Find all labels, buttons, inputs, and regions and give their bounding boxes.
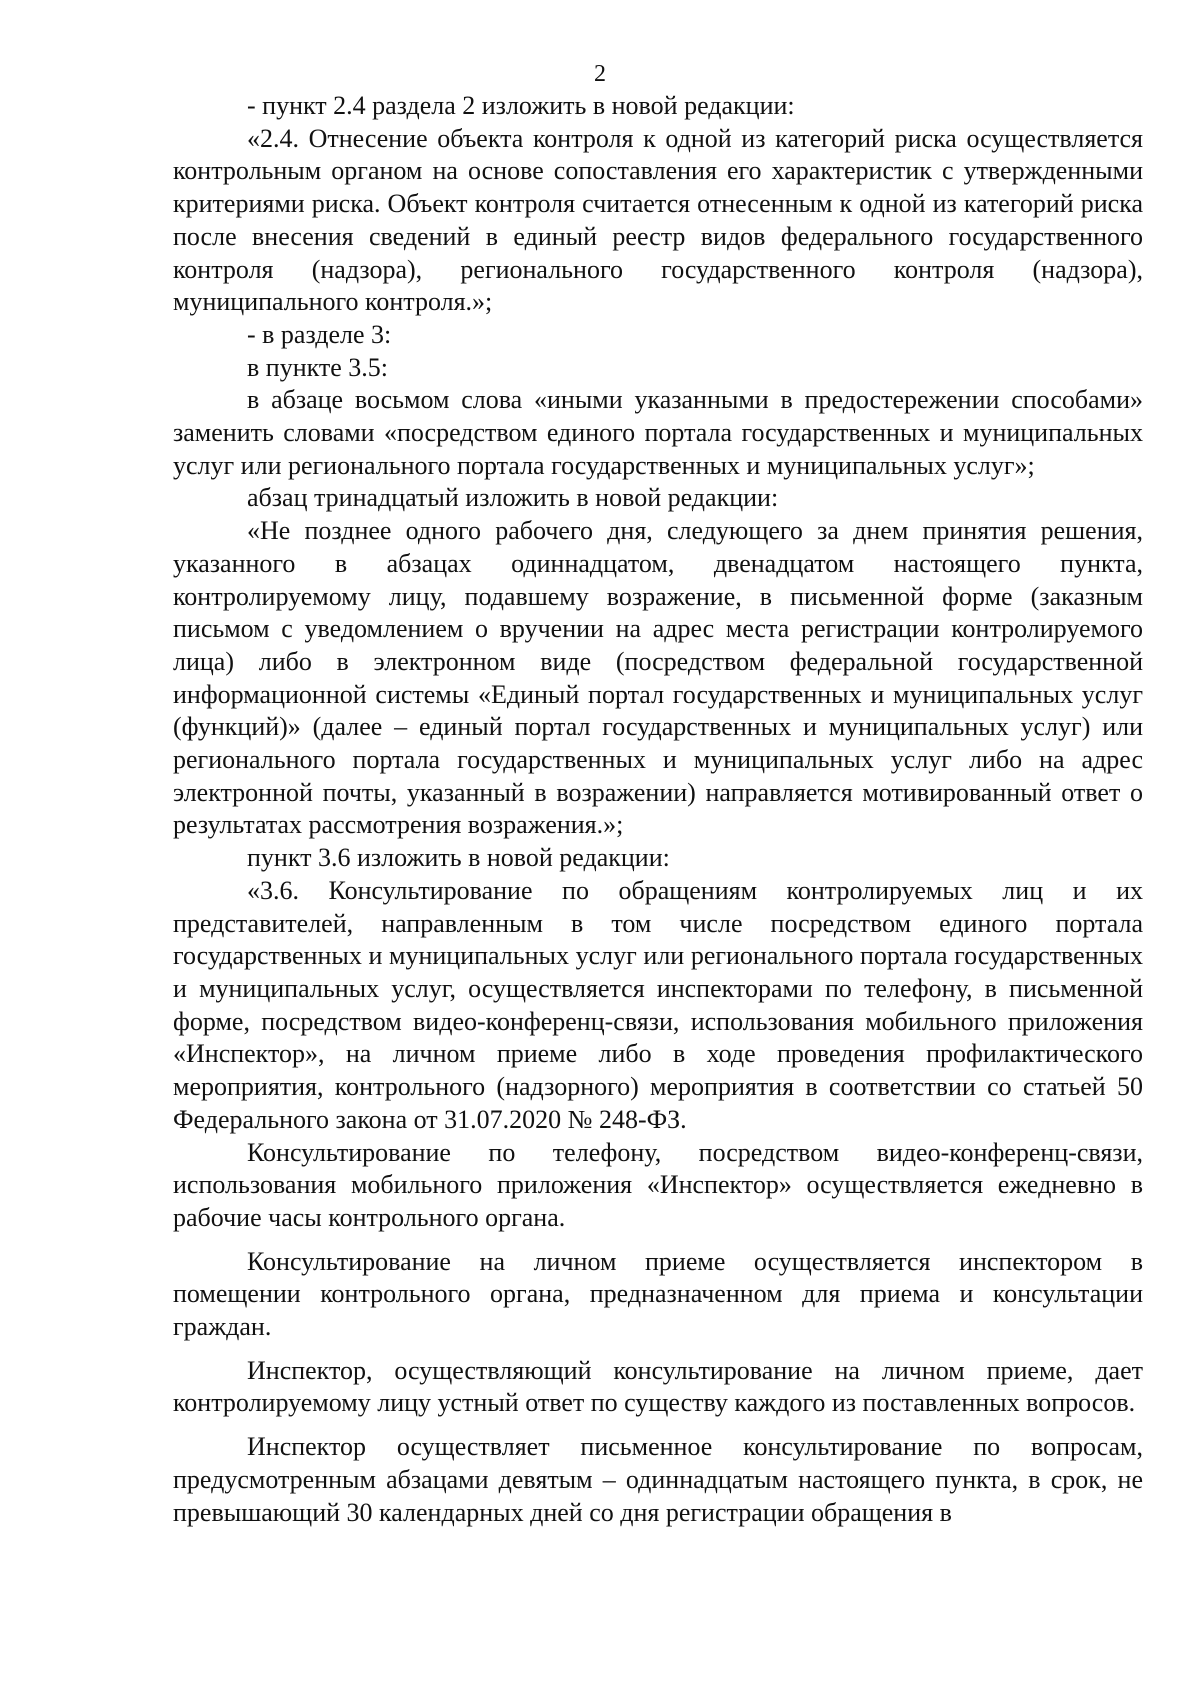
page-number: 2 [594, 61, 606, 87]
document-body [173, 90, 1143, 1529]
paragraph-oral-answer: Инспектор, осуществляющий консультирование на личном приеме, дает контролируемому лицу устный ответ по существу каждого из поставленных вопросов. [173, 1355, 1143, 1418]
paragraph-written-consulting: Инспектор осуществляет письменное консультирование по вопросам, предусмотренным абзацами девятым – одиннадцатым настоящего пункта, в срок, не превышающий 30 календарных дней со дня регистрации обращения в [173, 1432, 1143, 1527]
paragraph-phone-consulting: Консультирование по телефону, посредством видео-конференц-связи, использования мобильного приложения «Инспектор» осуществляется ежедневно в рабочие часы контрольного органа. [173, 1137, 1143, 1232]
paragraph-section-3: - в разделе 3: [247, 319, 392, 349]
paragraph-item-2-4-intro: - пункт 2.4 раздела 2 изложить в новой редакции: [247, 91, 795, 120]
paragraph-item-3-5: в пункте 3.5: [247, 352, 389, 382]
paragraph-item-3-5-thirteenth-intro: абзац тринадцатый изложить в новой редакции: [247, 483, 779, 513]
paragraph-item-2-4-text: «2.4. Отнесение объекта контроля к одной из категорий риска осуществляется контрольным органом на основе сопоставления его характеристик с утвержденными критериями риска. Объект контроля считается отнесенным к одной из категорий риска после внесения сведений в единый реестр видов федерального государственного контроля (надзора), регионального государственного контроля (надзора), муниципального контроля.»; [173, 123, 1143, 317]
paragraph-personal-consulting: Консультирование на личном приеме осуществляется инспектором в помещении контрольного органа, предназначенном для приема и консультации граждан. [173, 1246, 1143, 1342]
paragraph-item-3-6-intro: пункт 3.6 изложить в новой редакции: [247, 843, 670, 873]
paragraph-item-3-5-thirteenth-text: «Не позднее одного рабочего дня, следующего за днем принятия решения, указанного в абзацах одиннадцатом, двенадцатом настоящего пункта, контролируемому лицу, подавшему возражение, в письменной форме (заказным письмом с уведомлением о вручении на адрес места регистрации контролируемого лица) либо в электронном виде (посредством федеральной государственной информационной системы «Единый портал государственных и муниципальных услуг (функций)» (далее – единый портал государственных и муниципальных услуг) или регионального портала государственных и муниципальных услуг либо на адрес электронной почты, указанный в возражении) направляется мотивированный ответ о результатах рассмотрения возражения.»; [173, 516, 1143, 840]
paragraph-item-3-5-eighth: в абзаце восьмом слова «иными указанными в предостережении способами» заменить словами «посредством единого портала государственных и муниципальных услуг или регионального портала государственных и муниципальных услуг»; [173, 385, 1143, 480]
paragraph-item-3-6-text: «3.6. Консультирование по обращениям контролируемых лиц и их представителей, направленным в том числе посредством единого портала государственных и муниципальных услуг или регионального портала государственных и муниципальных услуг, осуществляется инспекторами по телефону, в письменной форме, посредством видео-конференц-связи, использования мобильного приложения «Инспектор», на личном приеме либо в ходе проведения профилактического мероприятия, контрольного (надзорного) мероприятия в соответствии со статьей 50 Федерального закона от 31.07.2020 № 248-ФЗ. [173, 875, 1143, 1134]
